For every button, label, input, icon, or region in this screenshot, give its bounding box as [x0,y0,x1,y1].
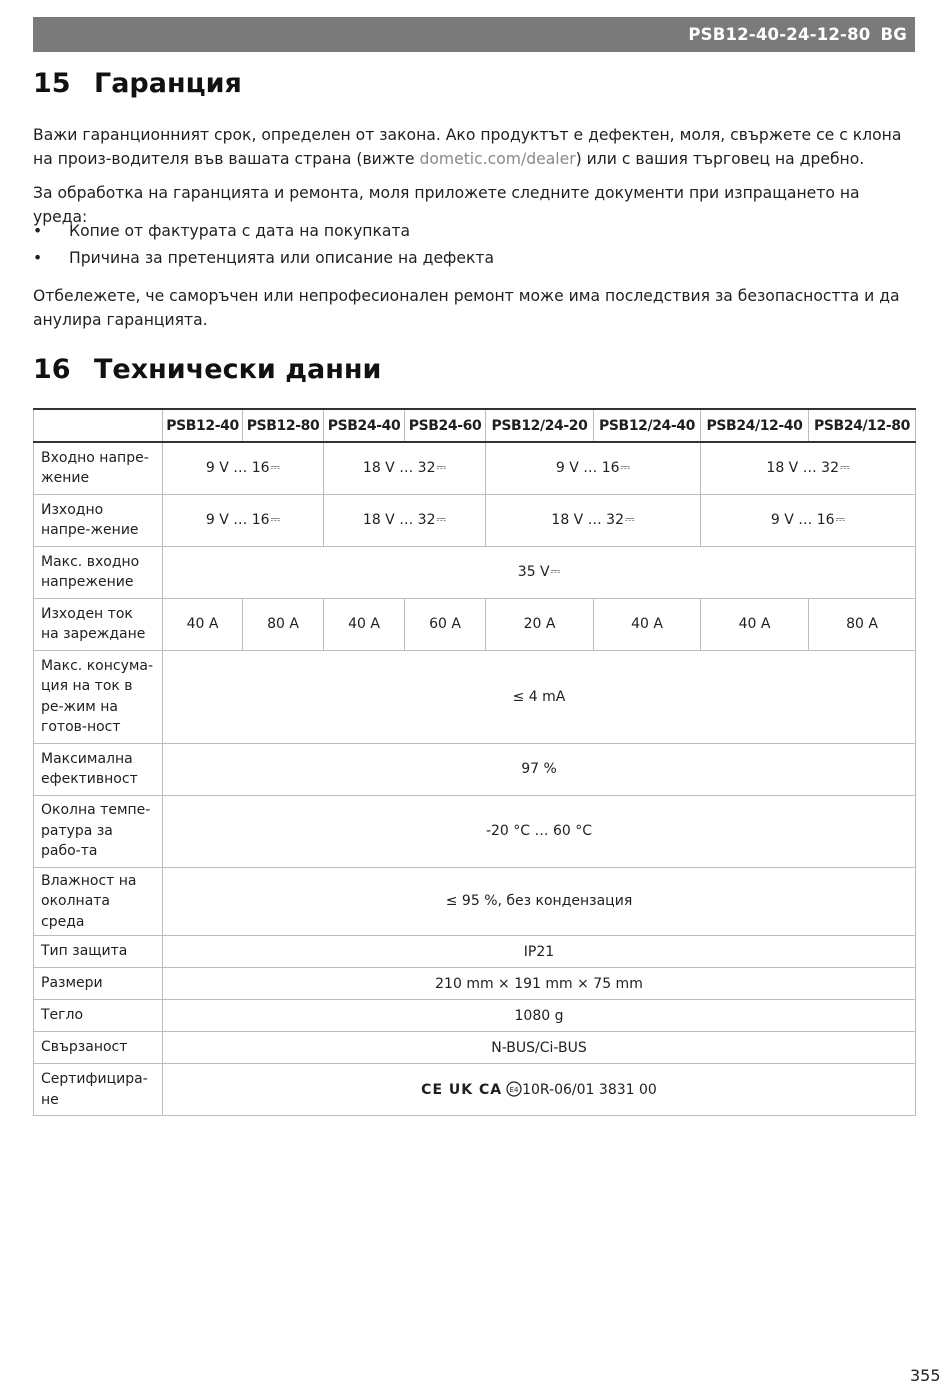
table-cell: -20 °C … 60 °C [163,795,916,867]
bullet-icon: • [33,249,43,267]
table-row [34,936,916,968]
section-15-heading [33,68,242,99]
row-label: Макс. входно напрежение [34,546,163,598]
page-header [33,17,915,52]
dealer-link[interactable]: dometic.com/dealer [419,150,576,168]
header-language: BG [880,25,907,44]
list-item-text: Копие от фактурата с дата на покупката [69,222,411,240]
column-header: PSB12/24-40 [594,409,701,442]
column-header: PSB12/24-20 [486,409,594,442]
column-header: PSB24/12-80 [809,409,916,442]
row-label: Изходен ток на зареждане [34,598,163,650]
table-cell: 80 A [243,598,324,650]
table-cell: ≤ 4 mA [163,650,916,743]
table-row [34,743,916,795]
row-label: Тип защита [34,936,163,968]
section-number: 16 [33,354,71,385]
table-row [34,1064,916,1116]
dc-icon: ⎓ [550,564,561,578]
table-cell: 9 V … 16⎓ [163,442,324,494]
table-row [34,795,916,867]
row-label: Изходно напре-жение [34,494,163,546]
table-cell: 18 V … 32⎓ [486,494,701,546]
table-row [34,650,916,743]
ce-ukca-icon: CE UK CA [421,1082,503,1098]
row-label: Влажност на околната среда [34,867,163,936]
table-cell: 60 A [405,598,486,650]
table-cell: 210 mm × 191 mm × 75 mm [163,968,916,1000]
svg-text:E4: E4 [509,1086,519,1094]
table-row [34,598,916,650]
row-label: Размери [34,968,163,1000]
p1-text-start: Важи гаранционният срок, определен от закона. Ако продуктът е дефектен, моля, свържете се с клона на произ-водителя във вашата страна (вижте [33,126,902,168]
column-header: PSB12-80 [243,409,324,442]
table-cell: 9 V … 16⎓ [486,442,701,494]
column-header: PSB24/12-40 [701,409,809,442]
table-cell: IP21 [163,936,916,968]
dc-icon: ⎓ [436,460,447,475]
table-row [34,867,916,936]
table-row [34,1000,916,1032]
table-cell: ≤ 95 %, без кондензация [163,867,916,936]
table-cell: 18 V … 32⎓ [324,494,486,546]
table-cell: 97 % [163,743,916,795]
column-header: PSB12-40 [163,409,243,442]
dc-icon: ⎓ [270,460,281,475]
table-cell: 80 A [809,598,916,650]
table-cell: 40 A [594,598,701,650]
cert-number: 10R-06/01 3831 00 [522,1082,657,1098]
section-title: Гаранция [94,68,242,99]
row-label: Входно напре-жение [34,442,163,494]
table-cell: 9 V … 16⎓ [163,494,324,546]
header-empty-cell [34,409,163,442]
p2-text: За обработка на гаранцията и ремонта, моля приложете следните документи при изпращането на уреда: [33,184,860,226]
table-cell: 20 A [486,598,594,650]
row-label: Околна темпе-ратура за рабо-та [34,795,163,867]
table-cell: 9 V … 16⎓ [701,494,916,546]
dc-icon: ⎓ [835,512,846,526]
warranty-paragraph-1 [33,123,917,171]
warranty-paragraph-3 [33,284,917,332]
row-label: Максимална ефективност [34,743,163,795]
section-16-heading [33,354,381,385]
bullet-icon: • [33,222,43,240]
table-cell: 18 V … 32⎓ [701,442,916,494]
table-header-row [34,409,916,442]
dc-icon: ⎓ [436,512,447,526]
table-row [34,968,916,1000]
header-model: PSB12-40-24-12-80 [688,25,871,44]
column-header: PSB24-60 [405,409,486,442]
list-item-text: Причина за претенцията или описание на дефекта [69,249,495,267]
documents-list [33,219,917,273]
dc-icon: ⎓ [624,512,635,526]
row-label: Макс. консума-ция на ток в ре-жим на готов-ност [34,650,163,743]
p1-text-end: ) или с вашия търговец на дребно. [575,150,865,168]
technical-data-table [33,408,916,1116]
table-cell: 1080 g [163,1000,916,1032]
list-item [33,246,917,273]
page-number: 355 [910,1366,941,1385]
table-row [34,1032,916,1064]
row-label: Свързаност [34,1032,163,1064]
dc-icon: ⎓ [620,460,631,475]
dc-icon: ⎓ [839,460,850,475]
section-number: 15 [33,68,71,99]
table-row [34,442,916,494]
list-item [33,219,917,246]
column-header: PSB24-40 [324,409,405,442]
table-cell: 40 A [163,598,243,650]
section-title: Технически данни [94,354,382,385]
dc-icon: ⎓ [270,512,281,526]
table-cell: 40 A [324,598,405,650]
table-cell: 18 V … 32⎓ [324,442,486,494]
table-row [34,494,916,546]
table-cell [163,1064,916,1116]
table-cell: 35 V⎓ [163,546,916,598]
e-mark-icon [506,1081,522,1097]
p3-text: Отбележете, че саморъчен или непрофесионален ремонт може има последствия за безопасността и да анулира гаранцията. [33,287,900,329]
table-row [34,546,916,598]
table-cell: N-BUS/Ci-BUS [163,1032,916,1064]
row-label: Тегло [34,1000,163,1032]
row-label: Сертифицира-не [34,1064,163,1116]
table-cell: 40 A [701,598,809,650]
